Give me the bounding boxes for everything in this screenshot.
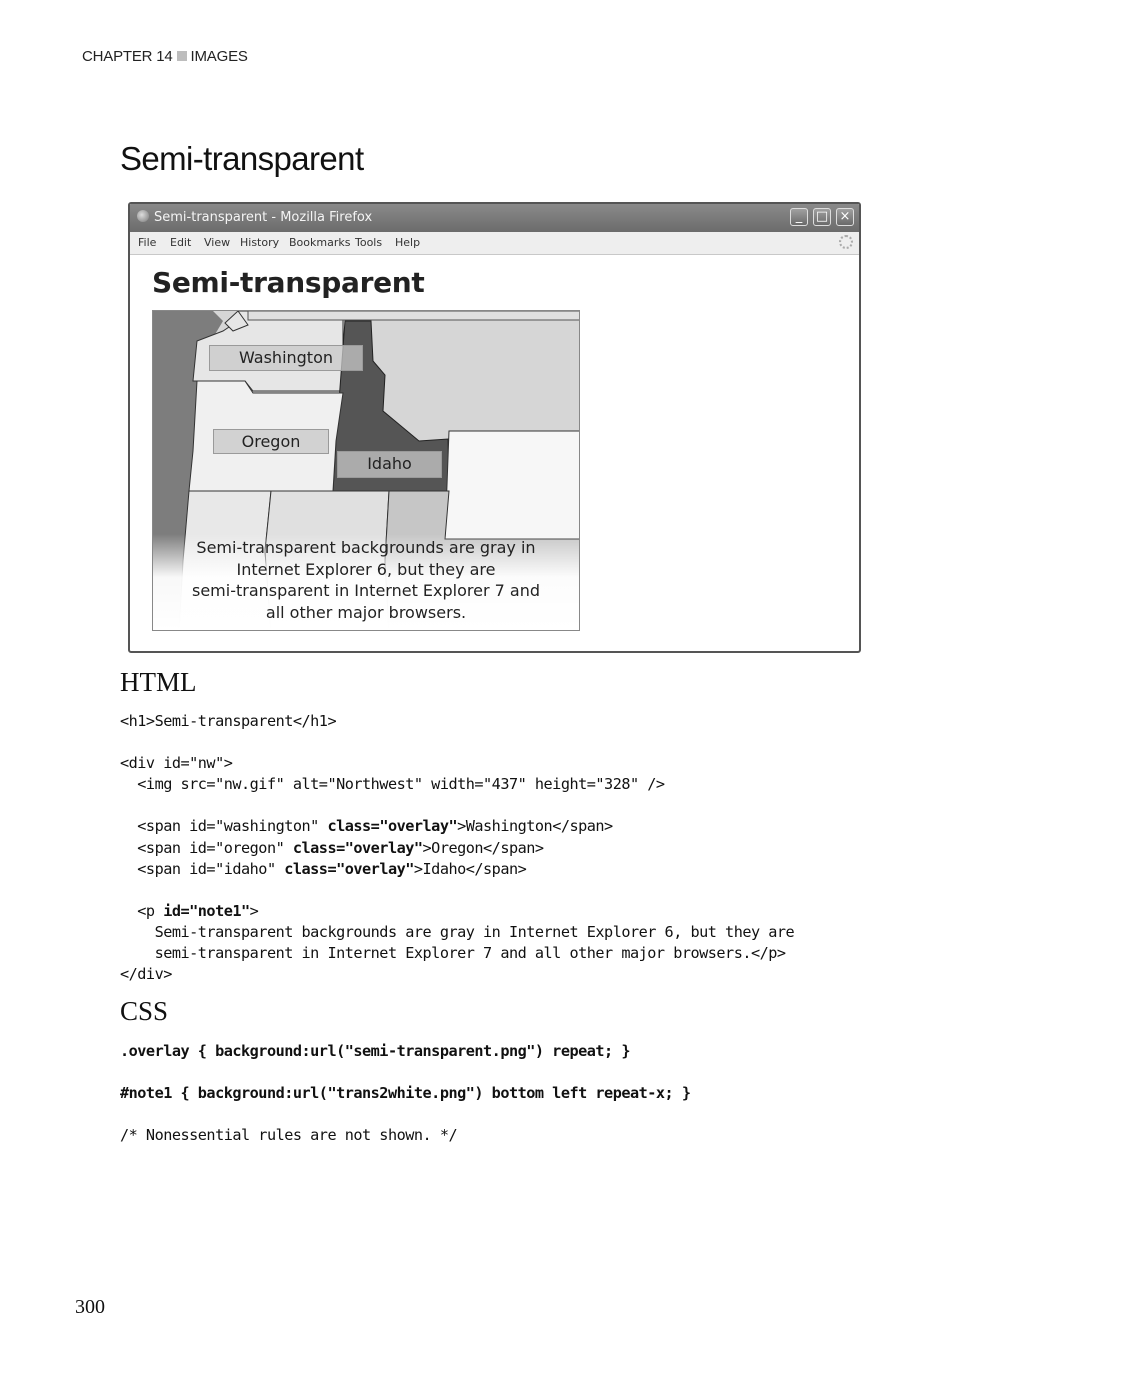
throbber-icon xyxy=(839,235,853,249)
maximize-icon: □ xyxy=(813,208,831,226)
code-token: > xyxy=(249,901,259,920)
window-titlebar xyxy=(130,204,859,232)
page-number: 300 xyxy=(75,1296,105,1318)
code-token: >Oregon</span> xyxy=(422,838,544,857)
separator-square-icon xyxy=(177,51,187,61)
code-token: >Washington</span> xyxy=(457,817,613,836)
code-line xyxy=(120,860,526,878)
page-heading: Semi-transparent xyxy=(152,266,425,299)
window-title: Semi-transparent - Mozilla Firefox xyxy=(154,210,373,225)
code-token: semi-transparent in Internet Explorer 7 and all other major browsers.</p> xyxy=(120,944,786,963)
code-line xyxy=(120,775,665,793)
browser-screenshot xyxy=(128,202,861,653)
menu-help: Help xyxy=(395,236,421,249)
washington-overlay: Washington xyxy=(209,345,363,371)
code-line xyxy=(120,1126,457,1144)
code-line xyxy=(120,839,544,857)
close-icon: × xyxy=(836,208,854,226)
code-token: >Idaho</span> xyxy=(413,859,527,878)
css-heading: CSS xyxy=(120,996,169,1026)
code-token: id="note1" xyxy=(163,901,250,920)
idaho-overlay: Idaho xyxy=(337,451,442,478)
note-line: Internet Explorer 6, but they are xyxy=(236,559,496,579)
menu-file: File xyxy=(138,236,157,249)
css-code-block xyxy=(120,1041,690,1146)
code-token: Semi-transparent backgrounds are gray in Internet Explorer 6, but they are xyxy=(120,922,795,941)
menu-tools: Tools xyxy=(355,236,383,249)
code-token: </div> xyxy=(120,965,172,984)
section-label: IMAGES xyxy=(190,48,248,65)
menu-bar xyxy=(130,232,859,255)
html-heading: HTML xyxy=(120,667,197,697)
running-head xyxy=(82,48,248,65)
menu-history: History xyxy=(240,236,280,249)
code-token: class="overlay" xyxy=(284,859,414,878)
code-line xyxy=(120,923,794,941)
menu-view: View xyxy=(204,236,231,249)
code-line xyxy=(120,965,172,983)
note-line: all other major browsers. xyxy=(265,602,467,622)
code-token: #note1 { background:url("trans2white.png") bottom left repeat-x; } xyxy=(120,1084,691,1103)
menu-bookmarks: Bookmarks xyxy=(289,236,351,249)
menu-edit: Edit xyxy=(170,236,192,249)
code-line xyxy=(120,712,336,730)
code-token: /* Nonessential rules are not shown. */ xyxy=(120,1126,458,1145)
code-token: class="overlay" xyxy=(327,817,458,836)
code-line xyxy=(120,944,786,962)
code-line xyxy=(120,1042,630,1060)
code-line xyxy=(120,1084,690,1102)
code-token: class="overlay" xyxy=(292,838,423,857)
chapter-label: CHAPTER 14 xyxy=(82,48,173,65)
code-token: <span id="idaho" xyxy=(120,859,285,878)
note-paragraph xyxy=(153,534,579,630)
code-line xyxy=(120,754,232,772)
note-line: Semi-transparent backgrounds are gray in xyxy=(196,538,536,557)
oregon-overlay: Oregon xyxy=(213,429,329,454)
code-line xyxy=(120,817,613,835)
code-token: <p xyxy=(120,901,164,920)
code-token: <span id="oregon" xyxy=(120,838,293,857)
code-line xyxy=(120,902,258,920)
note-line: semi-transparent in Internet Explorer 7 and xyxy=(191,581,540,600)
northwest-map xyxy=(152,310,580,631)
code-token: .overlay { background:url("semi-transparent.png") repeat; } xyxy=(120,1042,630,1060)
minimize-icon: _ xyxy=(790,208,808,226)
section-title: Semi-transparent xyxy=(120,140,364,177)
html-code-block xyxy=(120,711,794,985)
code-token: <span id="washington" xyxy=(120,817,328,836)
code-token: <h1>Semi-transparent</h1> xyxy=(120,712,337,730)
code-token: <div id="nw"> xyxy=(120,754,233,773)
code-token: <img src="nw.gif" alt="Northwest" width="437" height="328" /> xyxy=(120,775,665,794)
firefox-icon xyxy=(137,210,149,222)
